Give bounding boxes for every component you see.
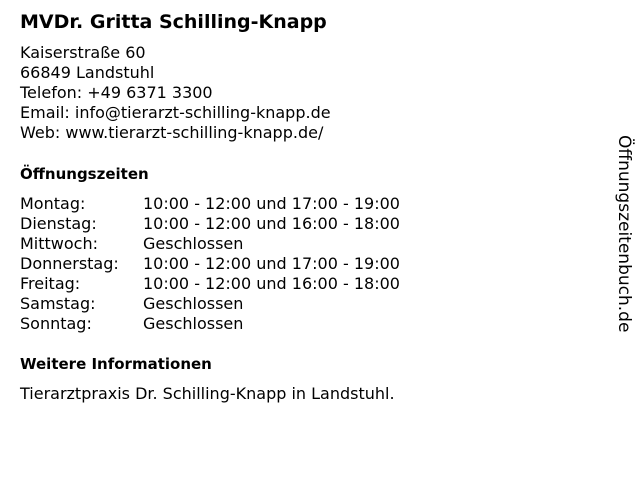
hours-time: Geschlossen: [143, 234, 244, 253]
hours-row: [20, 254, 400, 274]
phone-number: Telefon: +49 6371 3300: [20, 83, 213, 102]
hours-row: [20, 274, 400, 294]
hours-row: [20, 294, 400, 314]
hours-day: Sonntag:: [20, 314, 92, 333]
contact-block: [20, 43, 331, 143]
opening-hours-table: [20, 194, 400, 334]
city-address: 66849 Landstuhl: [20, 63, 155, 82]
more-info-text: Tierarztpraxis Dr. Schilling-Knapp in Landstuhl.: [20, 384, 395, 403]
opening-hours-heading: Öffnungszeiten: [20, 165, 149, 183]
site-watermark: Öffnungszeitenbuch.de: [614, 135, 634, 333]
hours-time: Geschlossen: [143, 294, 244, 313]
street-address: Kaiserstraße 60: [20, 43, 146, 62]
hours-row: [20, 214, 400, 234]
website-address: Web: www.tierarzt-schilling-knapp.de/: [20, 123, 324, 142]
hours-time: 10:00 - 12:00 und 16:00 - 18:00: [143, 274, 400, 293]
hours-day: Donnerstag:: [20, 254, 119, 273]
hours-time: Geschlossen: [143, 314, 244, 333]
hours-time: 10:00 - 12:00 und 17:00 - 19:00: [143, 194, 400, 213]
business-name: MVDr. Gritta Schilling-Knapp: [20, 11, 327, 33]
hours-time: 10:00 - 12:00 und 16:00 - 18:00: [143, 214, 400, 233]
hours-day: Dienstag:: [20, 214, 97, 233]
hours-day: Freitag:: [20, 274, 81, 293]
hours-row: [20, 314, 400, 334]
hours-day: Mittwoch:: [20, 234, 98, 253]
hours-row: [20, 194, 400, 214]
hours-day: Montag:: [20, 194, 86, 213]
hours-row: [20, 234, 400, 254]
email-address: Email: info@tierarzt-schilling-knapp.de: [20, 103, 331, 122]
more-info-heading: Weitere Informationen: [20, 355, 212, 373]
hours-day: Samstag:: [20, 294, 96, 313]
hours-time: 10:00 - 12:00 und 17:00 - 19:00: [143, 254, 400, 273]
